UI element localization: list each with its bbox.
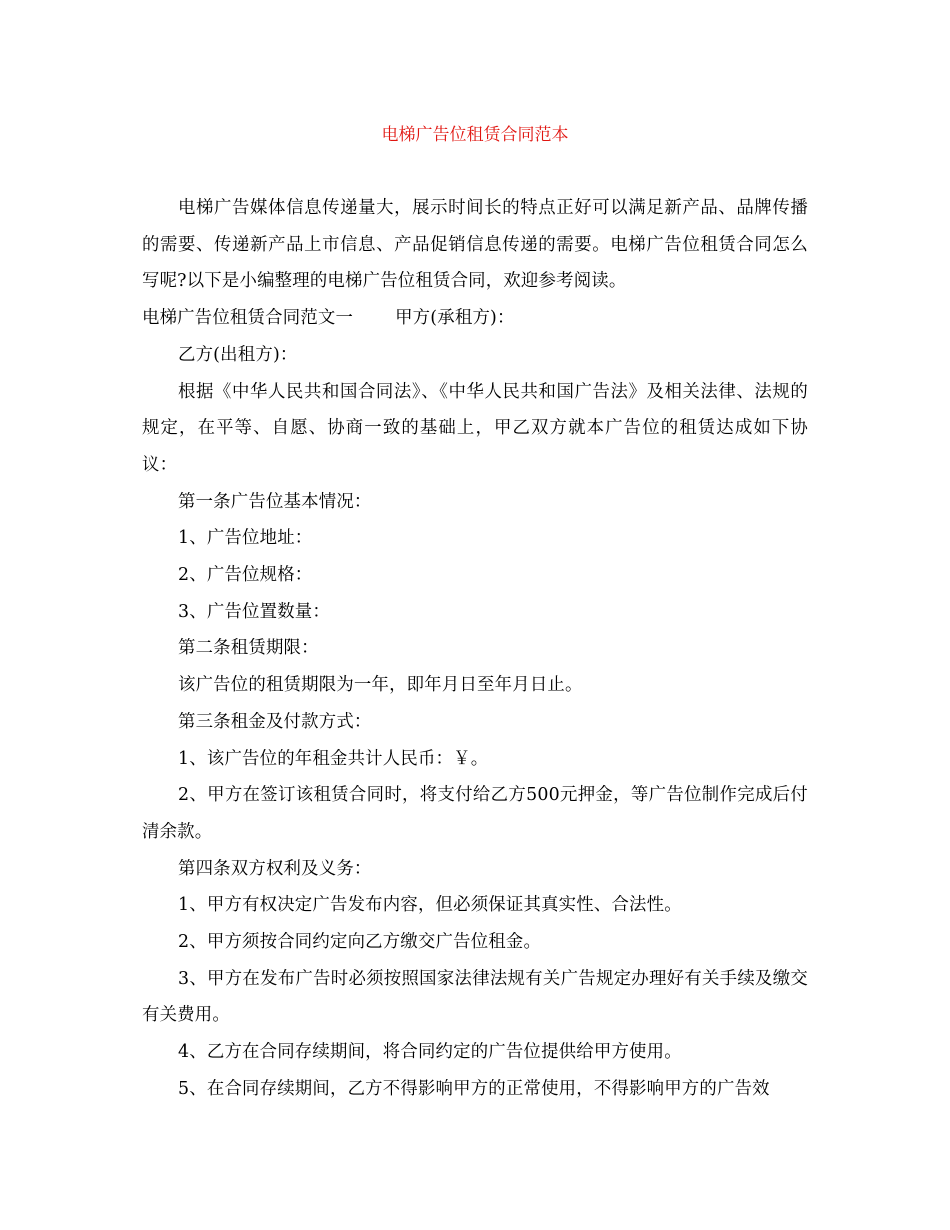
article-4-item-2: 2、甲方须按合同约定向乙方缴交广告位租金。 bbox=[178, 932, 542, 953]
article-2-heading: 第二条租赁期限： bbox=[178, 638, 319, 659]
article-4-item-3: 3、甲方在发布广告时必须按照国家法律法规有关广告规定办理好有关手续及缴交有关费用。 bbox=[142, 968, 808, 1026]
article-1-heading: 第一条广告位基本情况： bbox=[178, 491, 372, 512]
article-3-item-2: 2、甲方在签订该租赁合同时，将支付给乙方500元押金，等广告位制作完成后付清余款。 bbox=[142, 785, 808, 842]
document-body bbox=[142, 190, 808, 1108]
article-4-item-4: 4、乙方在合同存续期间，将合同约定的广告位提供给甲方使用。 bbox=[178, 1042, 682, 1063]
document-title: 电梯广告位租赁合同范本 bbox=[381, 125, 569, 145]
article-1-item-1: 1、广告位地址： bbox=[178, 528, 313, 549]
article-3-item-1: 1、该广告位的年租金共计人民币：￥。 bbox=[178, 748, 489, 769]
article-1-item-3: 3、广告位置数量： bbox=[178, 601, 330, 622]
party-b-label: 乙方(出租方)： bbox=[178, 344, 298, 365]
article-1-item-2: 2、广告位规格： bbox=[178, 565, 313, 586]
article-3-heading: 第三条租金及付款方式： bbox=[178, 711, 372, 732]
intro-paragraph: 电梯广告媒体信息传递量大，展示时间长的特点正好可以满足新产品、品牌传播的需要、传递新产品上市信息、产品促销信息传递的需要。电梯广告位租赁合同怎么写呢?以下是小编整理的电梯广告位租赁合同，欢迎参考阅读。 bbox=[142, 198, 808, 292]
article-4-item-5: 5、在合同存续期间，乙方不得影响甲方的正常使用，不得影响甲方的广告效 bbox=[178, 1078, 770, 1099]
party-a-label: 甲方(承租方)： bbox=[395, 308, 515, 329]
article-4-heading: 第四条双方权利及义务： bbox=[178, 858, 372, 879]
preamble-paragraph: 根据《中华人民共和国合同法》、《中华人民共和国广告法》及相关法律、法规的规定，在平等、自愿、协商一致的基础上，甲乙双方就本广告位的租赁达成如下协议： bbox=[142, 381, 808, 475]
sample-heading-line bbox=[142, 300, 808, 337]
sample-heading: 电梯广告位租赁合同范文一 bbox=[142, 308, 354, 329]
article-4-item-1: 1、甲方有权决定广告发布内容，但必须保证其真实性、合法性。 bbox=[178, 895, 682, 916]
article-2-text: 该广告位的租赁期限为一年，即年月日至年月日止。 bbox=[178, 675, 583, 696]
